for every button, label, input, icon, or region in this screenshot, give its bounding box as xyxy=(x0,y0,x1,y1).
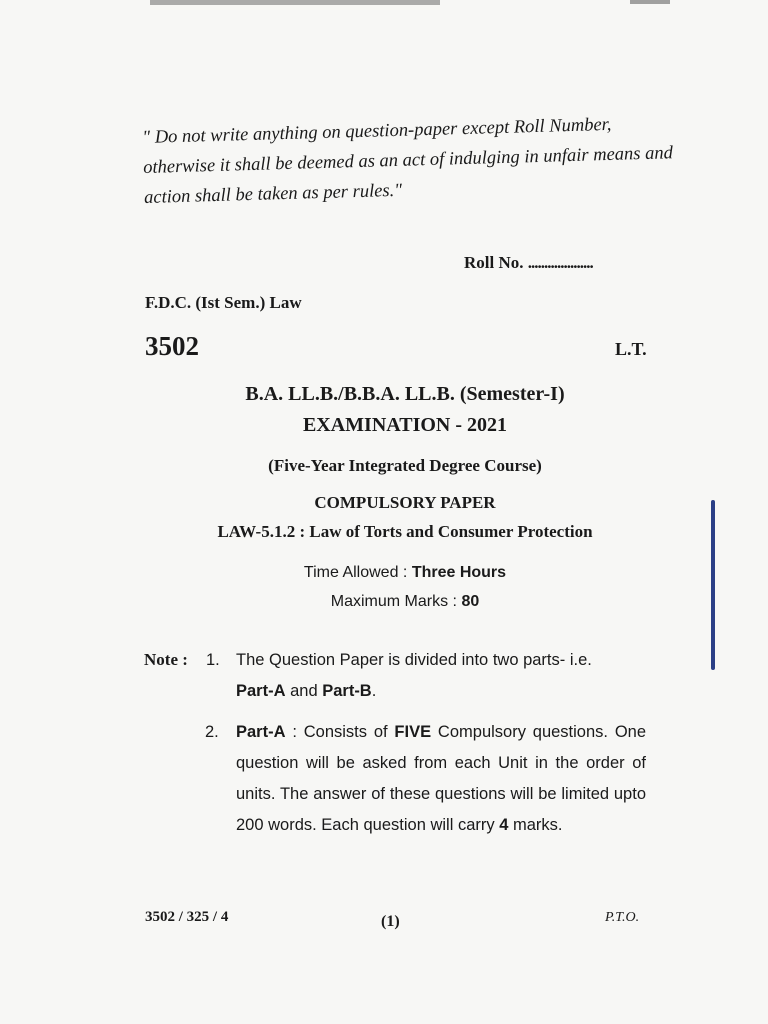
scan-edge-mark xyxy=(150,0,440,5)
note-item-2-text-c: Compulsory questions. One question will be asked from each Unit in the order of units. The answer of these questions will be limited upto 200 words. Each question will carry xyxy=(236,723,647,834)
note-item-2-text-b: : Consists of xyxy=(285,723,395,741)
part-a-lead: Part-A xyxy=(236,723,286,741)
degree-title: B.A. LL.B./B.B.A. LL.B. (Semester-I) xyxy=(245,383,565,405)
course-type: (Five-Year Integrated Degree Course) xyxy=(268,456,542,475)
note-item-1-and: and xyxy=(285,682,323,700)
time-allowed-value: Three Hours xyxy=(411,564,507,581)
lt-label: L.T. xyxy=(615,339,647,359)
exam-title: EXAMINATION - 2021 xyxy=(302,414,508,436)
note-item-number: 1. xyxy=(206,651,220,669)
course-header: F.D.C. (Ist Sem.) Law xyxy=(145,293,302,312)
scan-edge-mark-right xyxy=(630,0,670,4)
pto-label: P.T.O. xyxy=(605,910,640,925)
roll-number-label: Roll No. xyxy=(464,253,524,272)
part-a-label: Part-A xyxy=(236,682,286,700)
instruction-text: " Do not write anything on question-paper except Roll Number, otherwise it shall be deemed as an act of indulging in unfair means and action shall be taken as per rules." xyxy=(142,114,674,208)
maximum-marks-label: Maximum Marks : xyxy=(330,593,462,610)
scan-side-mark xyxy=(711,500,715,670)
note-item-text xyxy=(236,645,646,707)
subject-title: LAW-5.1.2 : Law of Torts and Consumer Protection xyxy=(217,522,593,541)
roll-number-field xyxy=(464,253,593,273)
note-item-text xyxy=(236,717,646,841)
time-allowed-label: Time Allowed : xyxy=(303,564,412,581)
footer-paper-code: 3502 / 325 / 4 xyxy=(145,909,229,925)
marks-count: 4 xyxy=(499,816,509,834)
note-item-number: 2. xyxy=(205,723,219,741)
note-item-1-end: . xyxy=(371,682,377,700)
part-b-label: Part-B xyxy=(322,682,372,700)
maximum-marks-value: 80 xyxy=(461,593,480,610)
page-number: (1) xyxy=(381,913,400,930)
roll-number-blank: .................... xyxy=(527,253,593,272)
note-label: Note : xyxy=(144,650,188,669)
compulsory-paper-label: COMPULSORY PAPER xyxy=(314,493,496,512)
maximum-marks xyxy=(140,593,670,611)
note-item-1-text: The Question Paper is divided into two parts- i.e. xyxy=(236,651,592,669)
time-allowed xyxy=(140,564,670,582)
paper-code: 3502 xyxy=(145,331,199,361)
note-item-2-text-d: marks. xyxy=(508,816,563,834)
five-count: FIVE xyxy=(394,723,432,741)
